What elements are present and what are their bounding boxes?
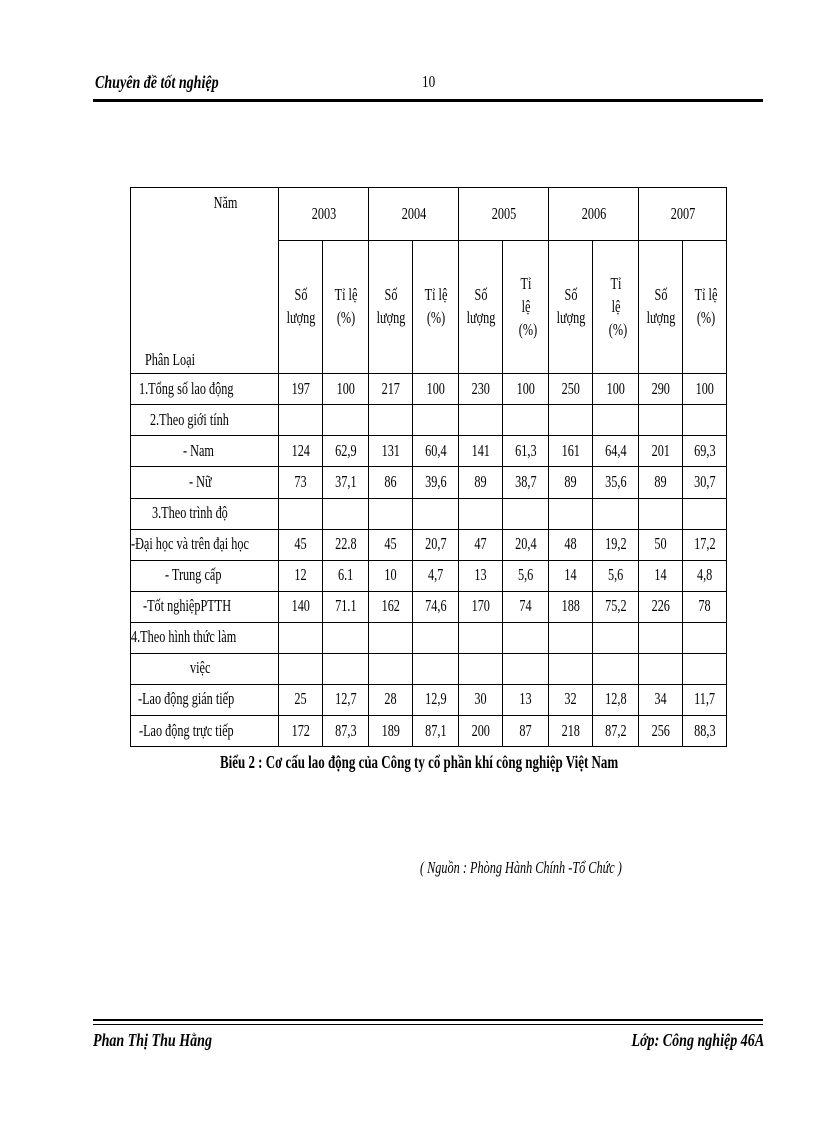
table-cell: 197 bbox=[279, 374, 323, 405]
table-cell bbox=[413, 405, 459, 436]
table-cell: 256 bbox=[639, 715, 683, 746]
table-cell: 30,7 bbox=[683, 467, 727, 498]
table-cell: 38,7 bbox=[503, 467, 549, 498]
table-caption: Biểu 2 : Cơ cấu lao động của Công ty cổ phần khí công nghiệp Việt Nam bbox=[220, 752, 619, 772]
table-cell bbox=[683, 405, 727, 436]
row-label: -Đại học và trên đại học bbox=[131, 529, 279, 560]
table-cell: 10 bbox=[369, 560, 413, 591]
table-cell bbox=[459, 405, 503, 436]
table-cell: 290 bbox=[639, 374, 683, 405]
table-row bbox=[131, 591, 727, 622]
labor-structure-table bbox=[130, 187, 727, 747]
table-cell: 19,2 bbox=[593, 529, 639, 560]
table-cell: 250 bbox=[549, 374, 593, 405]
table-cell: 4,8 bbox=[683, 560, 727, 591]
page-number: 10 bbox=[422, 72, 436, 91]
header-rule bbox=[93, 99, 763, 102]
table-cell: 100 bbox=[503, 374, 549, 405]
table-row bbox=[131, 405, 727, 436]
table-cell: 6.1 bbox=[323, 560, 369, 591]
year-header-2004: 2004 bbox=[369, 188, 459, 241]
table-cell: 13 bbox=[503, 684, 549, 715]
table-cell: 100 bbox=[323, 374, 369, 405]
table-cell: 87,1 bbox=[413, 715, 459, 746]
table-cell: 22.8 bbox=[323, 529, 369, 560]
table-cell bbox=[279, 405, 323, 436]
table-cell bbox=[323, 653, 369, 684]
table-cell: 12,8 bbox=[593, 684, 639, 715]
table-cell: 100 bbox=[683, 374, 727, 405]
table-cell: 69,3 bbox=[683, 436, 727, 467]
table-cell: 100 bbox=[593, 374, 639, 405]
table-cell: 87 bbox=[503, 715, 549, 746]
table-row bbox=[131, 715, 727, 746]
table-cell bbox=[459, 653, 503, 684]
table-cell bbox=[503, 622, 549, 653]
table-row bbox=[131, 374, 727, 405]
sub-header-quantity-2007: Số lượng bbox=[639, 241, 683, 374]
table-cell bbox=[323, 498, 369, 529]
table-cell: 73 bbox=[279, 467, 323, 498]
table-body bbox=[131, 374, 727, 747]
table-cell: 20,4 bbox=[503, 529, 549, 560]
table-cell bbox=[279, 653, 323, 684]
table-cell: 34 bbox=[639, 684, 683, 715]
table-cell: 78 bbox=[683, 591, 727, 622]
table-cell: 47 bbox=[459, 529, 503, 560]
table-cell: 100 bbox=[413, 374, 459, 405]
table-cell bbox=[369, 653, 413, 684]
table-cell: 74,6 bbox=[413, 591, 459, 622]
table-cell bbox=[369, 498, 413, 529]
footer-author: Phan Thị Thu Hằng bbox=[93, 1030, 212, 1050]
header-title: Chuyên đề tốt nghiệp bbox=[95, 72, 219, 92]
corner-category-label: Phân Loại bbox=[145, 349, 195, 369]
table-cell: 87,3 bbox=[323, 715, 369, 746]
table-row bbox=[131, 653, 727, 684]
table-cell: 230 bbox=[459, 374, 503, 405]
sub-header-rate-2004: Tỉ lệ (%) bbox=[413, 241, 459, 374]
table-cell: 50 bbox=[639, 529, 683, 560]
table-cell: 89 bbox=[549, 467, 593, 498]
table-cell: 141 bbox=[459, 436, 503, 467]
table-row bbox=[131, 436, 727, 467]
table-cell bbox=[413, 622, 459, 653]
table-row bbox=[131, 498, 727, 529]
table-cell: 89 bbox=[459, 467, 503, 498]
table-cell: 87,2 bbox=[593, 715, 639, 746]
table-cell: 75,2 bbox=[593, 591, 639, 622]
table-cell bbox=[639, 405, 683, 436]
table-row bbox=[131, 467, 727, 498]
table-cell bbox=[459, 498, 503, 529]
footer-rule-thick bbox=[93, 1019, 763, 1021]
table-cell bbox=[279, 498, 323, 529]
table-cell: 12 bbox=[279, 560, 323, 591]
table-cell bbox=[593, 653, 639, 684]
labor-table-wrapper bbox=[130, 187, 726, 747]
table-cell: 20,7 bbox=[413, 529, 459, 560]
sub-header-rate-2003: Tỉ lệ (%) bbox=[323, 241, 369, 374]
table-cell: 60,4 bbox=[413, 436, 459, 467]
table-cell bbox=[593, 498, 639, 529]
table-cell bbox=[503, 405, 549, 436]
table-cell bbox=[639, 622, 683, 653]
table-cell: 226 bbox=[639, 591, 683, 622]
year-header-2007: 2007 bbox=[639, 188, 727, 241]
row-label: - Nam bbox=[131, 436, 279, 467]
table-cell: 37,1 bbox=[323, 467, 369, 498]
table-cell: 45 bbox=[369, 529, 413, 560]
sub-header-quantity-2004: Số lượng bbox=[369, 241, 413, 374]
table-cell: 14 bbox=[549, 560, 593, 591]
sub-header-quantity-2006: Số lượng bbox=[549, 241, 593, 374]
table-cell: 45 bbox=[279, 529, 323, 560]
table-cell: 172 bbox=[279, 715, 323, 746]
sub-header-rate-2006: Tỉ lệ (%) bbox=[593, 241, 639, 374]
row-label: 3.Theo trình độ bbox=[131, 498, 279, 529]
row-label: -Lao động trực tiếp bbox=[131, 715, 279, 746]
table-cell: 5,6 bbox=[503, 560, 549, 591]
table-cell: 32 bbox=[549, 684, 593, 715]
table-cell bbox=[639, 498, 683, 529]
source-note: ( Nguồn : Phòng Hành Chính -Tổ Chức ) bbox=[420, 858, 622, 877]
row-label: 2.Theo giới tính bbox=[131, 405, 279, 436]
year-header-2005: 2005 bbox=[459, 188, 549, 241]
row-label: - Trung cấp bbox=[131, 560, 279, 591]
table-cell: 188 bbox=[549, 591, 593, 622]
sub-header-quantity-2005: Số lượng bbox=[459, 241, 503, 374]
table-cell bbox=[683, 622, 727, 653]
table-row bbox=[131, 560, 727, 591]
table-cell: 12,7 bbox=[323, 684, 369, 715]
table-cell: 74 bbox=[503, 591, 549, 622]
row-label: việc bbox=[131, 653, 279, 684]
table-cell: 124 bbox=[279, 436, 323, 467]
table-cell bbox=[593, 622, 639, 653]
sub-header-rate-2007: Tỉ lệ (%) bbox=[683, 241, 727, 374]
table-row bbox=[131, 622, 727, 653]
table-cell bbox=[639, 653, 683, 684]
table-cell: 218 bbox=[549, 715, 593, 746]
table-cell bbox=[279, 622, 323, 653]
table-cell: 13 bbox=[459, 560, 503, 591]
table-cell: 89 bbox=[639, 467, 683, 498]
table-cell: 161 bbox=[549, 436, 593, 467]
footer-rule-thin bbox=[93, 1024, 763, 1025]
table-cell: 11,7 bbox=[683, 684, 727, 715]
table-cell: 5,6 bbox=[593, 560, 639, 591]
table-cell bbox=[549, 653, 593, 684]
table-cell bbox=[413, 653, 459, 684]
row-label: -Tốt nghiệpPTTH bbox=[131, 591, 279, 622]
table-cell bbox=[683, 653, 727, 684]
table-cell: 71.1 bbox=[323, 591, 369, 622]
footer-class: Lớp: Công nghiệp 46A bbox=[631, 1030, 764, 1050]
sub-header-quantity-2003: Số lượng bbox=[279, 241, 323, 374]
row-label: 1.Tổng số lao động bbox=[131, 374, 279, 405]
table-corner-cell bbox=[131, 188, 279, 374]
table-row bbox=[131, 529, 727, 560]
table-cell bbox=[549, 498, 593, 529]
table-cell: 162 bbox=[369, 591, 413, 622]
table-cell: 88,3 bbox=[683, 715, 727, 746]
corner-year-label: Năm bbox=[213, 193, 238, 212]
table-cell: 4,7 bbox=[413, 560, 459, 591]
table-cell bbox=[323, 622, 369, 653]
table-cell: 201 bbox=[639, 436, 683, 467]
table-cell: 35,6 bbox=[593, 467, 639, 498]
table-cell bbox=[549, 622, 593, 653]
table-cell: 217 bbox=[369, 374, 413, 405]
sub-header-rate-2005: Tỉ lệ (%) bbox=[503, 241, 549, 374]
table-cell: 12,9 bbox=[413, 684, 459, 715]
table-cell: 48 bbox=[549, 529, 593, 560]
table-cell: 189 bbox=[369, 715, 413, 746]
year-header-2003: 2003 bbox=[279, 188, 369, 241]
table-cell bbox=[459, 622, 503, 653]
table-cell bbox=[593, 405, 639, 436]
table-cell: 62,9 bbox=[323, 436, 369, 467]
table-cell bbox=[683, 498, 727, 529]
table-row bbox=[131, 684, 727, 715]
row-label: 4.Theo hình thức làm bbox=[131, 622, 279, 653]
table-cell: 14 bbox=[639, 560, 683, 591]
table-cell bbox=[503, 498, 549, 529]
table-cell bbox=[323, 405, 369, 436]
table-cell: 200 bbox=[459, 715, 503, 746]
table-cell bbox=[369, 622, 413, 653]
table-cell bbox=[503, 653, 549, 684]
table-cell: 140 bbox=[279, 591, 323, 622]
table-cell: 30 bbox=[459, 684, 503, 715]
table-cell: 39,6 bbox=[413, 467, 459, 498]
table-cell: 25 bbox=[279, 684, 323, 715]
table-cell: 61,3 bbox=[503, 436, 549, 467]
row-label: -Lao động gián tiếp bbox=[131, 684, 279, 715]
year-header-2006: 2006 bbox=[549, 188, 639, 241]
table-cell bbox=[369, 405, 413, 436]
table-cell: 28 bbox=[369, 684, 413, 715]
table-cell: 131 bbox=[369, 436, 413, 467]
table-cell: 64,4 bbox=[593, 436, 639, 467]
table-cell: 86 bbox=[369, 467, 413, 498]
table-cell: 170 bbox=[459, 591, 503, 622]
table-cell bbox=[413, 498, 459, 529]
table-cell bbox=[549, 405, 593, 436]
table-cell: 17,2 bbox=[683, 529, 727, 560]
row-label: - Nữ bbox=[131, 467, 279, 498]
